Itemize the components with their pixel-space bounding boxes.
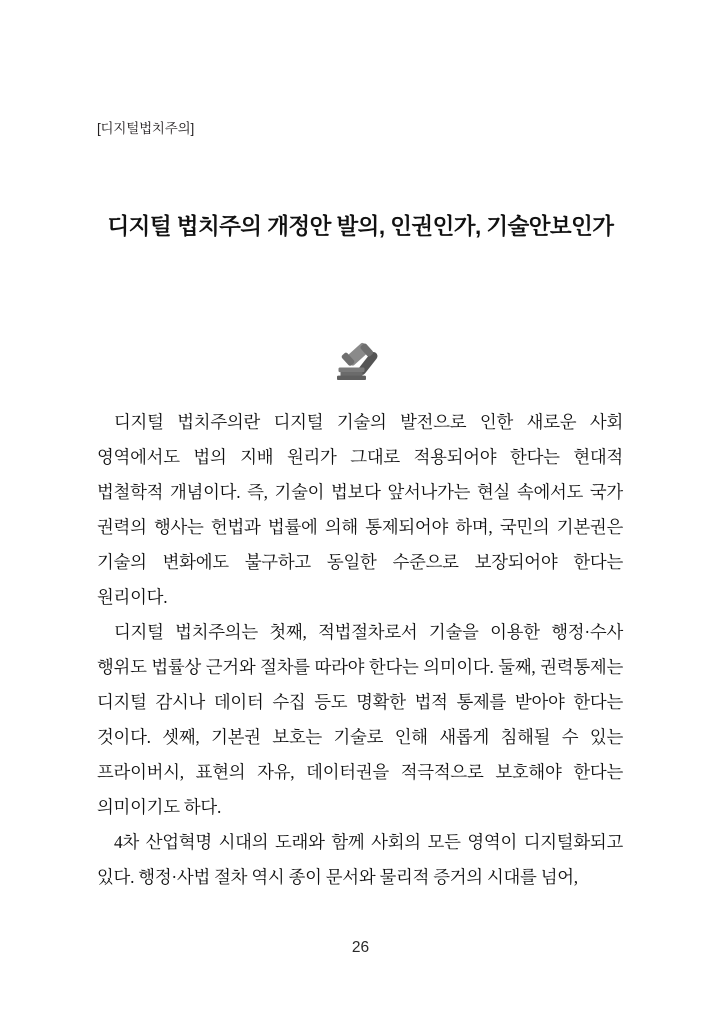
article-body	[97, 405, 623, 895]
body-paragraph: 디지털 법치주의란 디지털 기술의 발전으로 인한 새로운 사회 영역에서도 법의 지배 원리가 그대로 적용되어야 한다는 현대적 법철학적 개념이다. 즉, 기술이 법보다 앞서나가는 현실 속에서도 국가 권력의 행사는 헌법과 법률에 의해 통제되어야 하며, 국민의 기본권은 기술의 변화에도 불구하고 동일한 수준으로 보장되어야 한다는 원리이다.	[97, 412, 623, 607]
gavel-icon	[333, 341, 389, 383]
page-title: 디지털 법치주의 개정안 발의, 인권인가, 기술안보인가	[107, 214, 614, 240]
decorative-icon-container	[0, 338, 721, 386]
body-paragraph: 4차 산업혁명 시대의 도래와 함께 사회의 모든 영역이 디지털화되고 있다. 행정·사법 절차 역시 종이 문서와 물리적 증거의 시대를 넘어,	[97, 832, 623, 887]
page-number: 26	[351, 939, 370, 956]
body-paragraph: 디지털 법치주의는 첫째, 적법절차로서 기술을 이용한 행정·수사 행위도 법률상 근거와 절차를 따라야 한다는 의미이다. 둘째, 권력통제는 디지털 감시나 데이터 수집 등도 명확한 법적 통제를 받아야 한다는 것이다. 셋째, 기본권 보호는 기술로 인해 새롭게 침해될 수 있는 프라이버시, 표현의 자유, 데이터권을 적극적으로 보호해야 한다는 의미이기도 하다.	[97, 622, 623, 817]
running-header: [디지털법치주의]	[97, 121, 194, 136]
